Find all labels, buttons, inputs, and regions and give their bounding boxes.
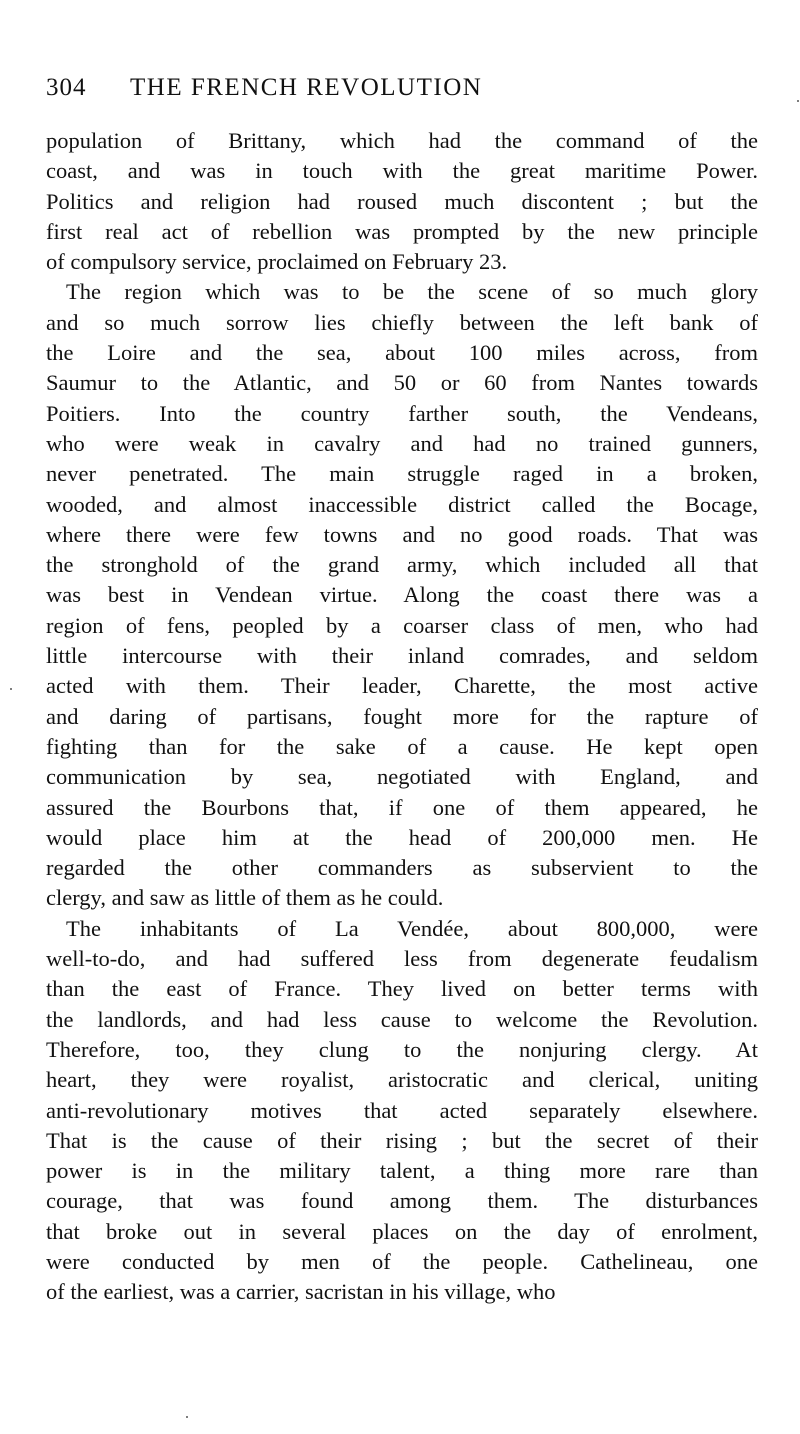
text-line: clergy, and saw as little of them as he could. [46,885,444,911]
text-line: of compulsory service, proclaimed on February 23. [46,249,508,275]
text-line: courage, that was found among them. The disturbances [46,1188,758,1214]
text-line: Therefore, too, they clung to the nonjuring clergy. At [46,1036,758,1062]
page-number: 304 [46,74,87,101]
text-line: who were weak in cavalry and had no trained gunners, [46,430,758,456]
text-line: Saumur to the Atlantic, and 50 or 60 from Nantes towards [46,370,758,396]
text-line: first real act of rebellion was prompted by the new principle [46,218,758,244]
text-line: The inhabitants of La Vendée, about 800,000, were [66,915,758,941]
text-line: The region which was to be the scene of so much glory [66,279,758,305]
running-title: THE FRENCH REVOLUTION [130,74,483,101]
text-line: that broke out in several places on the day of enrolment, [46,1218,758,1244]
running-header [46,74,758,102]
text-line: population of Brittany, which had the command of the [46,128,758,153]
text-line: were conducted by men of the people. Cathelineau, one [46,1248,758,1274]
text-line: power is in the military talent, a thing more rare than [46,1158,758,1184]
text-line: and so much sorrow lies chiefly between the left bank of [46,309,758,335]
text-line: That is the cause of their rising ; but the secret of their [46,1127,758,1153]
text-line: region of fens, peopled by a coarser class of men, who had [46,612,758,638]
scan-speck [797,100,799,102]
text-line: than the east of France. They lived on better terms with [46,976,758,1002]
text-line: communication by sea, negotiated with England, and [46,764,758,790]
text-line: of the earliest, was a carrier, sacristan in his village, who [46,1279,556,1305]
text-line: where there were few towns and no good roads. That was [46,521,758,547]
text-line: was best in Vendean virtue. Along the coast there was a [46,582,758,608]
text-line: well-to-do, and had suffered less from degenerate feudalism [46,946,758,972]
text-line: coast, and was in touch with the great maritime Power. [46,158,758,184]
text-line: heart, they were royalist, aristocratic and clerical, uniting [46,1067,758,1093]
text-line: regarded the other commanders as subservient to the [46,855,758,881]
text-line: wooded, and almost inaccessible district called the Bocage, [46,491,758,517]
text-line: anti-revolutionary motives that acted separately elsewhere. [46,1097,758,1123]
text-line: the Loire and the sea, about 100 miles across, from [46,340,758,366]
scan-speck [10,688,12,690]
text-line: Politics and religion had roused much discontent ; but the [46,188,758,214]
text-line: little intercourse with their inland comrades, and seldom [46,643,758,669]
text-line: the landlords, and had less cause to welcome the Revolution. [46,1006,758,1032]
text-line: acted with them. Their leader, Charette, the most active [46,673,758,699]
text-line: assured the Bourbons that, if one of them appeared, he [46,794,758,820]
text-line: never penetrated. The main struggle raged in a broken, [46,461,758,487]
text-line: fighting than for the sake of a cause. He kept open [46,733,758,759]
text-line: Poitiers. Into the country farther south, the Vendeans, [46,400,758,426]
scan-speck [186,1416,188,1418]
text-line: would place him at the head of 200,000 men. He [46,824,758,850]
body-text [46,126,758,1308]
text-line: and daring of partisans, fought more for the rapture of [46,703,758,729]
text-line: the stronghold of the grand army, which included all that [46,552,758,578]
